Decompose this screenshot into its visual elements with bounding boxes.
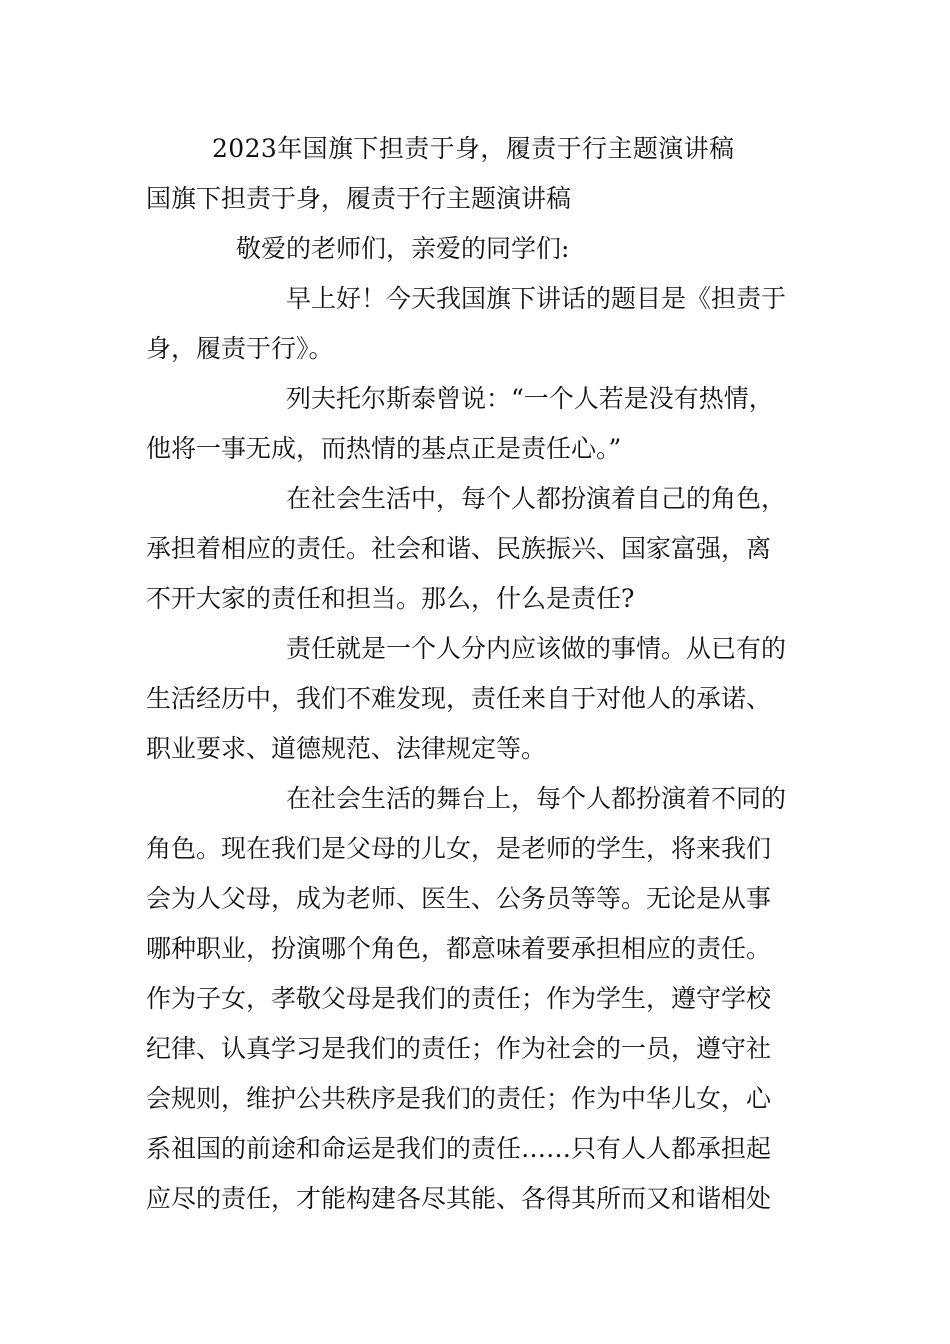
paragraph-line: 会为人父母，成为老师、医生、公务员等等。无论是从事 <box>146 884 772 913</box>
paragraph-line: 作为子女，孝敬父母是我们的责任；作为学生，遵守学校 <box>146 984 772 1013</box>
paragraph-line: 角色。现在我们是父母的儿女，是老师的学生，将来我们 <box>146 834 772 863</box>
document-subtitle: 国旗下担责于身，履责于行主题演讲稿 <box>146 184 572 213</box>
paragraph-line: 应尽的责任，才能构建各尽其能、各得其所而又和谐相处 <box>146 1184 772 1213</box>
paragraph-line: 在社会生活的舞台上，每个人都扮演着不同的 <box>286 784 787 813</box>
salutation: 敬爱的老师们，亲爱的同学们: <box>236 234 570 263</box>
paragraph-line: 承担着相应的责任。社会和谐、民族振兴、国家富强，离 <box>146 534 772 563</box>
paragraph-line: 纪律、认真学习是我们的责任；作为社会的一员，遵守社 <box>146 1034 772 1063</box>
paragraph-line: 不开大家的责任和担当。那么，什么是责任? <box>146 584 635 613</box>
paragraph-line: 列夫托尔斯泰曾说：“一个人若是没有热情， <box>286 384 774 413</box>
paragraph-line: 生活经历中，我们不难发现，责任来自于对他人的承诺、 <box>146 684 772 713</box>
paragraph-line: 在社会生活中，每个人都扮演着自己的角色， <box>286 484 787 513</box>
paragraph-line: 哪种职业，扮演哪个角色，都意味着要承担相应的责任。 <box>146 934 772 963</box>
document-title: 2023年国旗下担责于身，履责于行主题演讲稿 <box>212 134 735 163</box>
paragraph-line: 身，履责于行》。 <box>146 334 334 363</box>
paragraph-line: 会规则，维护公共秩序是我们的责任；作为中华儿女，心 <box>146 1084 772 1113</box>
paragraph-line: 早上好！今天我国旗下讲话的题目是《担责于 <box>286 284 787 313</box>
paragraph-line: 系祖国的前途和命运是我们的责任……只有人人都承担起 <box>146 1134 772 1163</box>
paragraph-line: 职业要求、道德规范、法律规定等。 <box>146 734 547 763</box>
paragraph-line: 他将一事无成，而热情的基点正是责任心。” <box>146 434 622 463</box>
paragraph-line: 责任就是一个人分内应该做的事情。从已有的 <box>286 634 787 663</box>
